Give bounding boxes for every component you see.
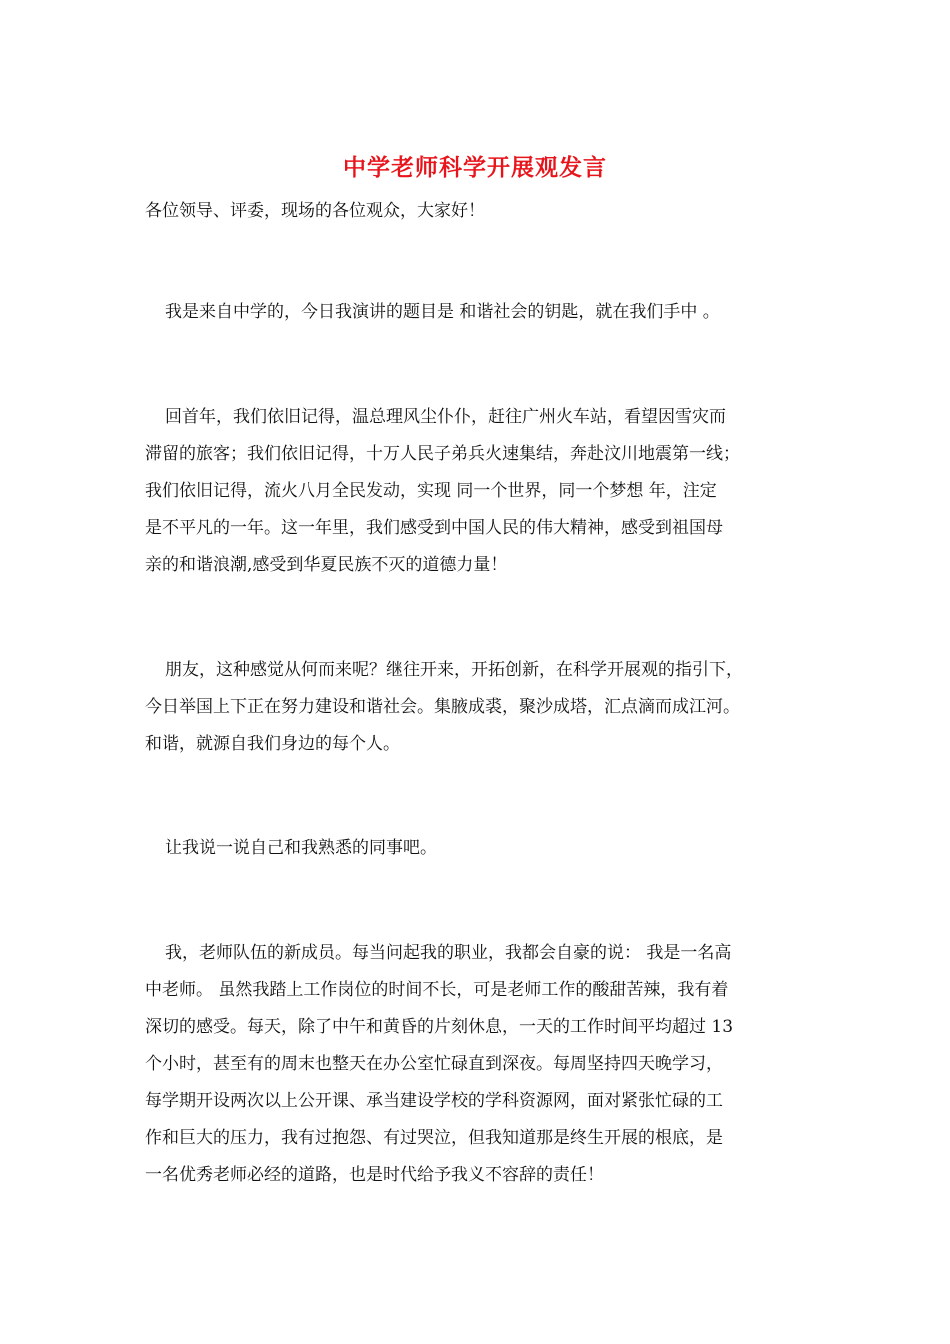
paragraph-line: 作和巨大的压力，我有过抱怨、有过哭泣，但我知道那是终生开展的根底，是	[145, 1128, 723, 1148]
paragraph-retrospect	[145, 399, 825, 584]
paragraph-line: 滞留的旅客；我们依旧记得，十万人民子弟兵火速集结，奔赴汶川地震第一线；	[145, 444, 740, 464]
paragraph-line: 我，老师队伍的新成员。每当问起我的职业，我都会自豪的说： 我是一名高	[165, 943, 732, 963]
paragraph-line: 今日举国上下正在努力建设和谐社会。集腋成裘，聚沙成塔，汇点滴而成江河。	[145, 697, 740, 717]
paragraph-line: 和谐，就源自我们身边的每个人。	[145, 734, 400, 754]
paragraph-line: 亲的和谐浪潮,感受到华夏民族不灭的道德力量！	[145, 555, 508, 575]
paragraph-line: 深切的感受。每天，除了中午和黄昏的片刻休息，一天的工作时间平均超过 13	[145, 1017, 734, 1037]
document-title: 中学老师科学开展观发言	[343, 154, 607, 181]
paragraph-line: 让我说一说自己和我熟悉的同事吧。	[165, 838, 437, 858]
paragraph-line: 个小时，甚至有的周末也整天在办公室忙碌直到深夜。每周坚持四天晚学习，	[145, 1054, 723, 1074]
paragraph-line: 中老师。 虽然我踏上工作岗位的时间不长，可是老师工作的酸甜苦辣，我有着	[145, 980, 729, 1000]
paragraph-line: 朋友，这种感觉从何而来呢？继往开来，开拓创新，在科学开展观的指引下，	[165, 660, 743, 680]
paragraph-harmony	[145, 652, 825, 763]
paragraph-line: 是不平凡的一年。这一年里，我们感受到中国人民的伟大精神，感受到祖国母	[145, 518, 723, 538]
paragraph-line: 每学期开设两次以上公开课、承当建设学校的学科资源网，面对紧张忙碌的工	[145, 1091, 723, 1111]
paragraph-teacher-story	[145, 935, 825, 1194]
paragraph-topic	[145, 294, 825, 331]
paragraph-colleagues	[145, 830, 825, 867]
paragraph-line: 我是来自中学的，今日我演讲的题目是 和谐社会的钥匙，就在我们手中 。	[165, 302, 720, 322]
greeting-line: 各位领导、评委，现场的各位观众，大家好！	[145, 201, 485, 221]
paragraph-line: 回首年，我们依旧记得，温总理风尘仆仆，赶往广州火车站，看望因雪灾而	[165, 407, 726, 427]
paragraph-line: 一名优秀老师必经的道路，也是时代给予我义不容辞的责任！	[145, 1165, 604, 1185]
paragraph-line: 我们依旧记得，流火八月全民发动，实现 同一个世界，同一个梦想 年，注定	[145, 481, 717, 501]
